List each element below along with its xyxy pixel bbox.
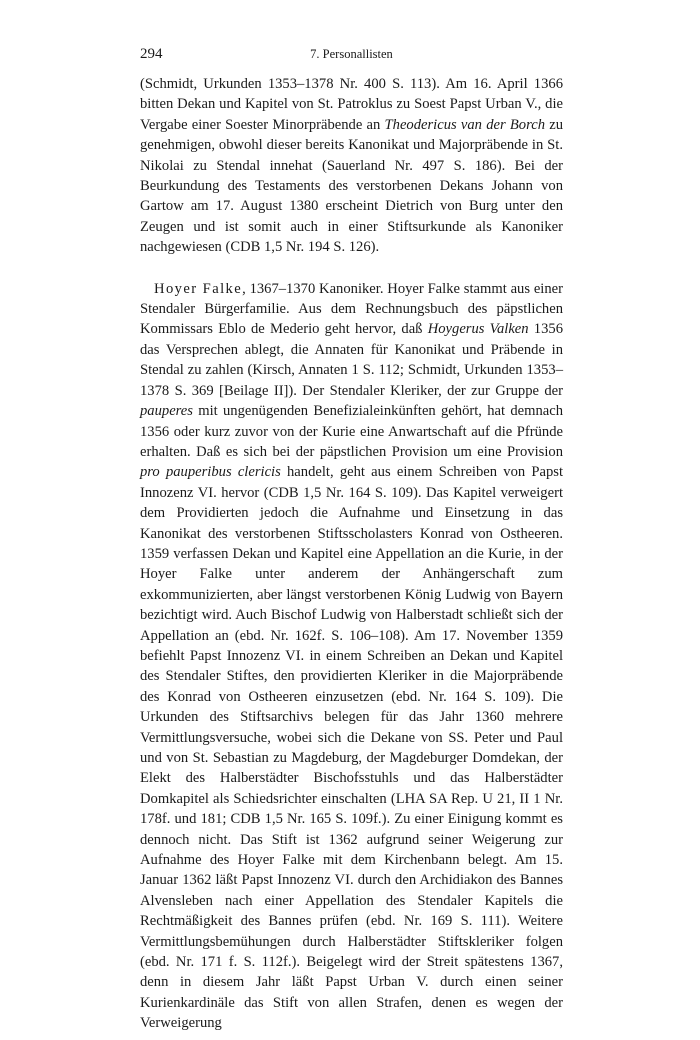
italic-name: Theodericus van der Borch xyxy=(384,116,545,133)
paragraph-hoyer-falke xyxy=(140,279,563,1034)
paragraph-dietrich-von-burg xyxy=(140,74,563,258)
entry-name: Hoyer Falke xyxy=(154,280,243,297)
text-segment: , 1367–1370 Kanoniker. Hoyer Falke stammt aus einer Stendaler Bürgerfamilie. Aus dem Rechnungsbuch des päpstlichen Kommissars Eblo de Mederio geht hervor, daß xyxy=(140,280,563,338)
text-segment: (Schmidt, Urkunden 1353–1378 Nr. 400 S. 113). Am 16. April 1366 bitten Dekan und Kapitel von St. Patroklus zu Soest Papst Urban V., die Vergabe einer Soester Minorpräbende an xyxy=(140,76,563,133)
page-header xyxy=(140,46,563,66)
italic-term: pauperes xyxy=(140,403,193,420)
text-segment: 1356 das Versprechen ablegt, die Annaten für Kanonikat und Präbende in Stendal zu zahlen (Kirsch, Annaten 1 S. 112; Schmidt, Urkunden 1353–1378 S. 369 [Beilage II]). Der Stendaler Kleriker, der zur Gruppe der xyxy=(140,321,563,399)
italic-name: Hoygerus Valken xyxy=(427,321,529,338)
text-segment: mit ungenügenden Benefizialeinkünften gehört, hat demnach 1356 oder kurz zuvor von der Kurie eine Anwartschaft auf die Pfründe erhalten. Daß es sich bei der päpstlichen Provision um eine Provision xyxy=(140,403,563,460)
text-segment: handelt, geht aus einem Schreiben von Papst Innozenz VI. hervor (CDB 1,5 Nr. 164 S. 109). Das Kapitel verweigert dem Providierten jedoch die Aufnahme und Einsetzung in das Kanonikat des verstorbenen Stiftsscholasters Konrad von Ostheeren. 1359 verfassen Dekan und Kapitel eine Appellation an die Kurie, in der Hoyer Falke unter anderem der Anhängerschaft zum exkommunizierten, aber längst verstorbenen König Ludwig von Bayern bezichtigt wird. Auch Bischof Ludwig von Halberstadt schließt sich der Appellation an (ebd. Nr. 162f. S. 106–108). Am 17. November 1359 befiehlt Papst Innozenz VI. in einem Schreiben an Dekan und Kapitel des Stendaler Stiftes, den providierten Kleriker in die Majorpräbende des Konrad von Ostheeren einzusetzen (ebd. Nr. 164 S. 109). Die Urkunden des Stiftsarchivs belegen für das Jahr 1360 mehrere Vermittlungsversuche, wobei sich die Dekane von SS. Peter und Paul und von St. Sebastian zu Magdeburg, der Magdeburger Domdekan, der Elekt des Halberstädter Bischofsstuhls und das Halberstädter Domkapitel als Schiedsrichter einschalten (LHA SA Rep. U 21, II 1 Nr. 178f. und 181; CDB 1,5 Nr. 165 S. 109f.). Zu einer Einigung kommt es dennoch nicht. Das Stift ist 1362 aufgrund seiner Weigerung zur Aufnahme des Hoyer Falke mit dem Kirchenbann belegt. Am 15. Januar 1362 läßt Papst Innozenz VI. durch den Archidiakon des Bannes Alvensleben nach einer Appellation des Stendaler Kapitels die Rechtmäßigkeit des Bannes prüfen (ebd. Nr. 169 S. 111). Weitere Vermittlungsbemühungen durch Halberstädter Stiftskleriker folgen (ebd. Nr. 171 f. S. 112f.). Beigelegt wird der Streit spätestens 1367, denn in diesem Jahr läßt Papst Urban V. durch einen seiner Kurienkardinäle das Stift von allen Strafen, denen es wegen der Verweigerung xyxy=(140,464,564,1032)
body-text xyxy=(140,74,563,1034)
page-number: 294 xyxy=(140,46,163,62)
running-head: 7. Personallisten xyxy=(310,47,393,61)
text-segment: zu genehmigen, obwohl dieser bereits Kanonikat und Majorpräbende in St. Nikolai zu Stendal innehat (Sauerland Nr. 497 S. 186). Bei der Beurkundung des Testaments des verstorbenen Dekans Johann von Gartow am 17. August 1380 erscheint Dietrich von Burg unter den Zeugen und ist somit auch in einer Stiftsurkunde als Kanoniker nachgewiesen (CDB 1,5 Nr. 194 S. 126). xyxy=(140,116,563,256)
italic-term: pro pauperibus clericis xyxy=(140,464,281,481)
